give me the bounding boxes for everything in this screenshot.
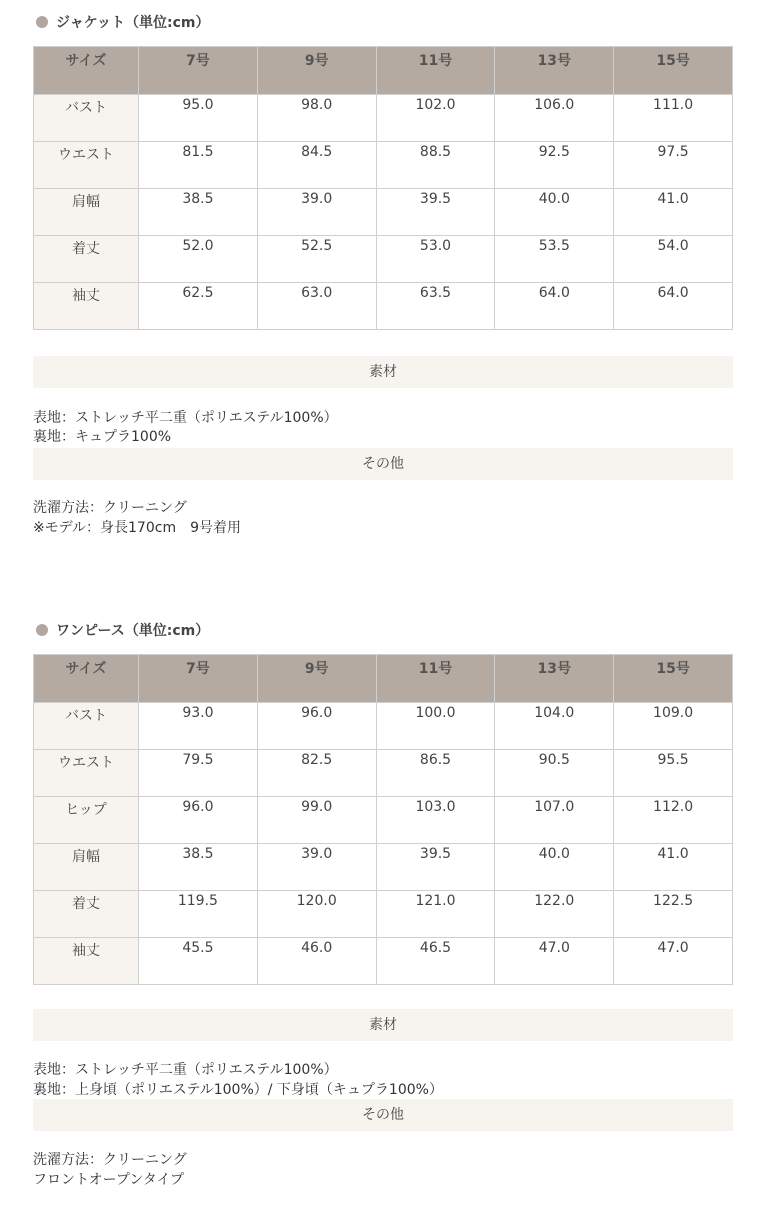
row-label: 着丈 [34, 236, 139, 283]
jacket-other-line: ※モデル：身長170cm 9号着用 [33, 520, 241, 536]
row-label: 肩幅 [34, 189, 139, 236]
table-cell: 81.5 [139, 142, 258, 189]
table-cell: 102.0 [376, 95, 495, 142]
table-row [34, 142, 733, 189]
table-cell: 39.0 [257, 844, 376, 891]
header-cell: サイズ [34, 47, 139, 95]
header-cell: 13号 [495, 47, 614, 95]
jacket-material-line: 表地：ストレッチ平二重（ポリエステル100%） [33, 410, 338, 426]
table-row [34, 750, 733, 797]
table-cell: 99.0 [257, 797, 376, 844]
jacket-material-line: 裏地：キュプラ100% [33, 429, 172, 445]
header-cell: 7号 [139, 655, 258, 703]
table-cell: 120.0 [257, 891, 376, 938]
table-cell: 46.5 [376, 938, 495, 985]
dress-material-heading: 素材 [33, 1009, 733, 1041]
table-cell: 109.0 [614, 703, 733, 750]
table-cell: 54.0 [614, 236, 733, 283]
table-cell: 40.0 [495, 844, 614, 891]
table-cell: 88.5 [376, 142, 495, 189]
table-cell: 106.0 [495, 95, 614, 142]
table-header-row [34, 655, 733, 703]
table-cell: 82.5 [257, 750, 376, 797]
table-cell: 122.5 [614, 891, 733, 938]
table-row [34, 95, 733, 142]
table-cell: 103.0 [376, 797, 495, 844]
dress-size-table [33, 654, 733, 985]
table-cell: 45.5 [139, 938, 258, 985]
header-cell: 11号 [376, 47, 495, 95]
table-cell: 39.0 [257, 189, 376, 236]
table-cell: 39.5 [376, 189, 495, 236]
table-cell: 107.0 [495, 797, 614, 844]
row-label: ウエスト [34, 750, 139, 797]
table-cell: 38.5 [139, 189, 258, 236]
table-cell: 84.5 [257, 142, 376, 189]
table-row [34, 797, 733, 844]
table-header-row [34, 47, 733, 95]
table-cell: 47.0 [614, 938, 733, 985]
table-cell: 93.0 [139, 703, 258, 750]
table-cell: 63.5 [376, 283, 495, 330]
table-cell: 100.0 [376, 703, 495, 750]
row-label: 袖丈 [34, 938, 139, 985]
dress-material-line: 表地：ストレッチ平二重（ポリエステル100%） [33, 1062, 338, 1078]
header-cell: 9号 [257, 655, 376, 703]
table-row [34, 844, 733, 891]
table-row [34, 703, 733, 750]
table-row [34, 938, 733, 985]
header-cell: サイズ [34, 655, 139, 703]
row-label: 着丈 [34, 891, 139, 938]
dress-section-title [36, 620, 209, 640]
table-cell: 63.0 [257, 283, 376, 330]
table-cell: 119.5 [139, 891, 258, 938]
table-cell: 41.0 [614, 189, 733, 236]
row-label: バスト [34, 95, 139, 142]
header-cell: 7号 [139, 47, 258, 95]
table-cell: 40.0 [495, 189, 614, 236]
table-cell: 96.0 [139, 797, 258, 844]
table-cell: 92.5 [495, 142, 614, 189]
jacket-title-text: ジャケット（単位:cm） [56, 15, 210, 31]
table-cell: 64.0 [495, 283, 614, 330]
table-cell: 96.0 [257, 703, 376, 750]
jacket-section-title [36, 12, 210, 32]
bullet-icon [36, 624, 48, 636]
header-cell: 15号 [614, 47, 733, 95]
table-cell: 95.5 [614, 750, 733, 797]
dress-other-line: 洗濯方法：クリーニング [33, 1152, 187, 1168]
table-cell: 39.5 [376, 844, 495, 891]
dress-title-text: ワンピース（単位:cm） [56, 623, 210, 639]
table-row [34, 891, 733, 938]
table-cell: 95.0 [139, 95, 258, 142]
dress-other-line: フロントオープンタイプ [33, 1172, 185, 1188]
table-cell: 53.0 [376, 236, 495, 283]
table-cell: 79.5 [139, 750, 258, 797]
table-cell: 46.0 [257, 938, 376, 985]
table-cell: 62.5 [139, 283, 258, 330]
table-cell: 122.0 [495, 891, 614, 938]
table-cell: 90.5 [495, 750, 614, 797]
jacket-other-line: 洗濯方法：クリーニング [33, 500, 187, 516]
jacket-material-heading: 素材 [33, 356, 733, 388]
table-cell: 64.0 [614, 283, 733, 330]
table-cell: 104.0 [495, 703, 614, 750]
row-label: バスト [34, 703, 139, 750]
bullet-icon [36, 16, 48, 28]
dress-other-heading: その他 [33, 1099, 733, 1131]
jacket-size-table [33, 46, 733, 330]
table-cell: 53.5 [495, 236, 614, 283]
table-row [34, 236, 733, 283]
table-row [34, 189, 733, 236]
row-label: 袖丈 [34, 283, 139, 330]
header-cell: 9号 [257, 47, 376, 95]
table-cell: 111.0 [614, 95, 733, 142]
table-cell: 52.0 [139, 236, 258, 283]
row-label: ヒップ [34, 797, 139, 844]
table-cell: 47.0 [495, 938, 614, 985]
jacket-other-heading: その他 [33, 448, 733, 480]
table-row [34, 283, 733, 330]
header-cell: 15号 [614, 655, 733, 703]
dress-material-line: 裏地：上身頃（ポリエステル100%）/ 下身頃（キュプラ100%） [33, 1082, 443, 1098]
header-cell: 13号 [495, 655, 614, 703]
table-cell: 86.5 [376, 750, 495, 797]
table-cell: 52.5 [257, 236, 376, 283]
table-cell: 121.0 [376, 891, 495, 938]
table-cell: 112.0 [614, 797, 733, 844]
table-cell: 97.5 [614, 142, 733, 189]
table-cell: 38.5 [139, 844, 258, 891]
row-label: 肩幅 [34, 844, 139, 891]
table-cell: 98.0 [257, 95, 376, 142]
table-cell: 41.0 [614, 844, 733, 891]
header-cell: 11号 [376, 655, 495, 703]
row-label: ウエスト [34, 142, 139, 189]
